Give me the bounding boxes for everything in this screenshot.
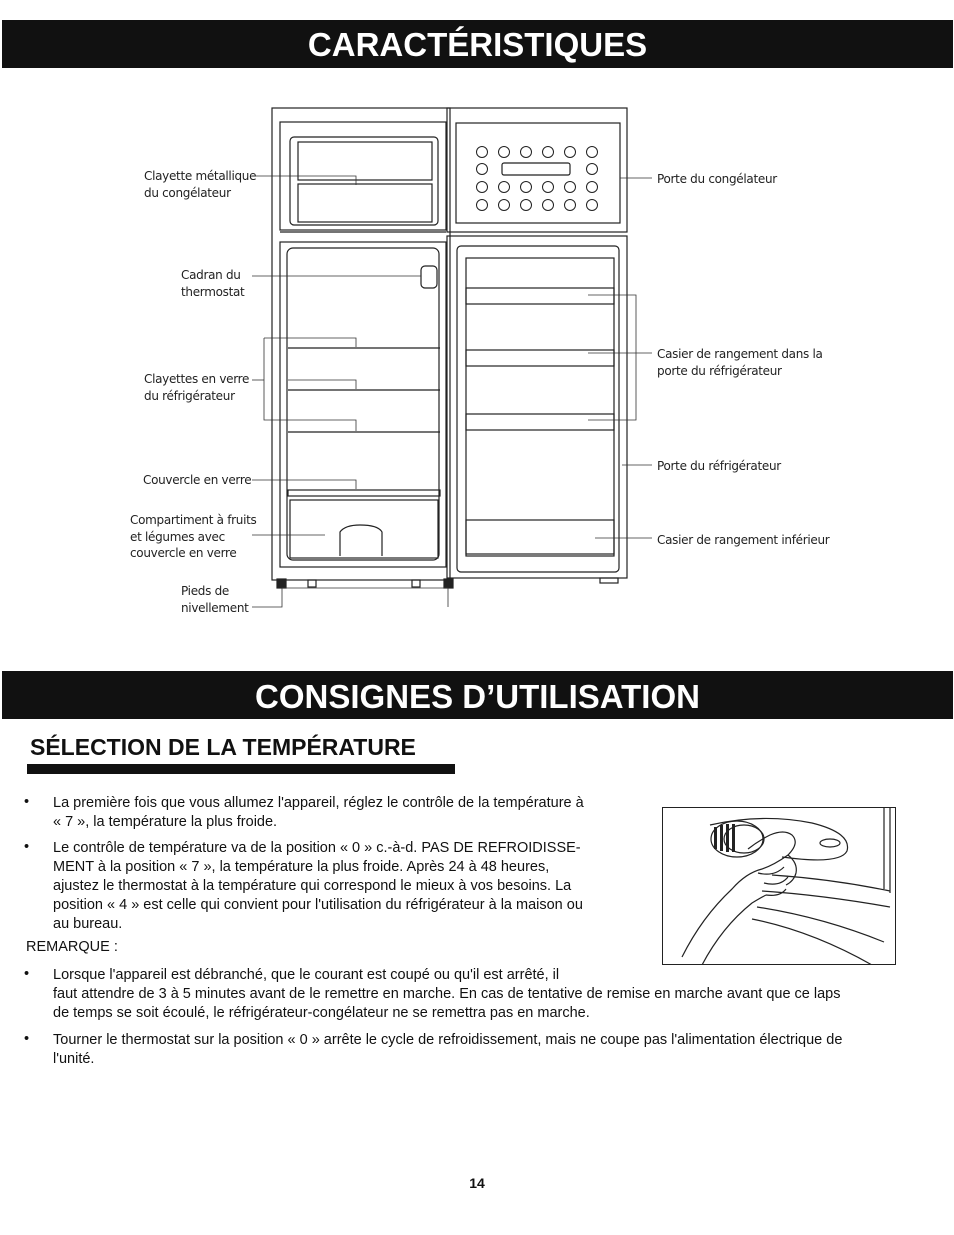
cabinet-outline bbox=[272, 108, 450, 580]
bullet-symbol: • bbox=[24, 794, 30, 810]
page-number: 14 bbox=[469, 1175, 485, 1191]
label-fridge-shelves: Clayettes en verre du réfrigérateur bbox=[144, 372, 250, 403]
bullet-text-1: La première fois que vous allumez l'appareil, réglez le contrôle de la température à « 7 », la température la plus froide. bbox=[53, 795, 584, 830]
section-underline bbox=[27, 764, 455, 774]
operation-title: CONSIGNES D’UTILISATION bbox=[2, 671, 953, 719]
label-lower-bin: Casier de rangement inférieur bbox=[657, 533, 830, 547]
label-freezer-shelf: Clayette métallique du congélateur bbox=[144, 169, 257, 200]
thermostat-hand-illustration bbox=[662, 807, 896, 965]
label-door-bins: Casier de rangement dans la porte du réfrigérateur bbox=[657, 347, 823, 378]
bullet-symbol: • bbox=[24, 839, 30, 855]
freezer-door-outline bbox=[447, 108, 627, 232]
note-bullet-text-2: Tourner le thermostat sur la position « 0 » arrête le cycle de refroidissement, mais ne coupe pas l'alimentation électrique de l'unité. bbox=[53, 1032, 843, 1067]
bullet-text-2: Le contrôle de température va de la position « 0 » c.-à-d. PAS DE REFROIDISSE- MENT à la position « 7 », la température la plus froide. Après 24 à 48 heures, ajustez le thermostat à la température qui correspond le mieux à vos besoins. La position « 4 » est celle qui convient pour l'utilisation du réfrigérateur à la maison ou au bureau. bbox=[53, 840, 583, 932]
bullet-symbol: • bbox=[24, 1031, 30, 1047]
label-leveling-legs: Pieds de nivellement bbox=[181, 584, 249, 615]
label-fridge-door: Porte du réfrigérateur bbox=[657, 459, 781, 473]
fridge-door-outline bbox=[447, 236, 627, 578]
label-freezer-door: Porte du congélateur bbox=[657, 172, 777, 186]
label-thermostat-dial: Cadran du thermostat bbox=[181, 268, 245, 299]
label-glass-cover: Couvercle en verre bbox=[143, 473, 252, 487]
note-bullet-text-1: Lorsque l'appareil est débranché, que le courant est coupé ou qu'il est arrêté, il faut attendre de 3 à 5 minutes avant de le remettre en marche. En cas de tentative de remise en marche avant que ce laps de temps se soit écoulé, le réfrigérateur-congélateur ne se remettra pas en marche. bbox=[53, 967, 841, 1021]
section-title: SÉLECTION DE LA TEMPÉRATURE bbox=[30, 734, 416, 760]
bullet-symbol: • bbox=[24, 966, 30, 982]
label-crisper: Compartiment à fruits et légumes avec couvercle en verre bbox=[130, 513, 257, 560]
note-label: REMARQUE : bbox=[26, 939, 118, 955]
features-title: CARACTÉRISTIQUES bbox=[2, 20, 953, 68]
